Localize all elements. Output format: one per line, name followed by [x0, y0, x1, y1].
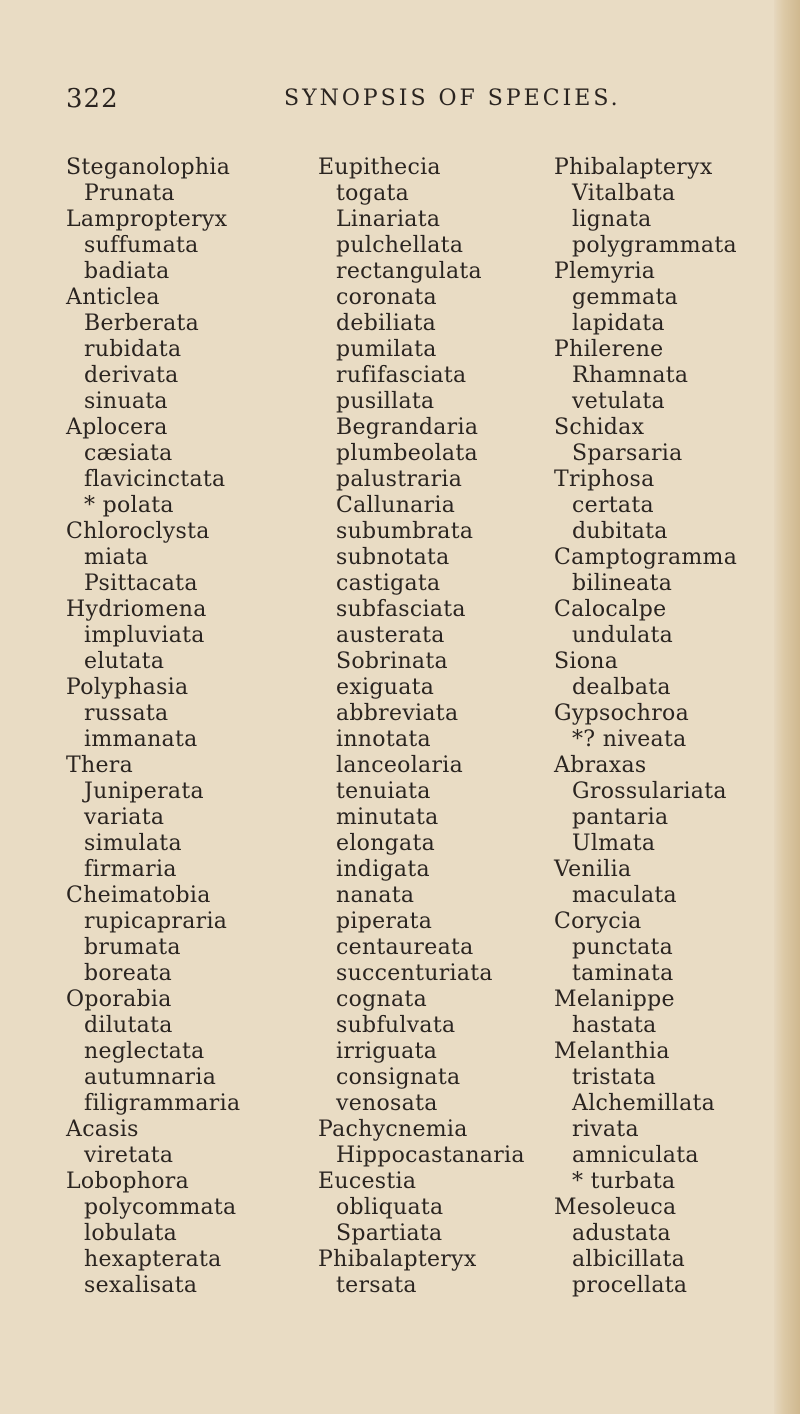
genus-name: Chloroclysta: [66, 519, 210, 544]
genus-name: Thera: [66, 753, 133, 778]
species-name: pusillata: [336, 389, 435, 414]
species-name: coronata: [336, 285, 437, 310]
species-name: brumata: [84, 935, 181, 960]
genus-name: Pachycnemia: [318, 1117, 468, 1142]
genus-name: Melanippe: [554, 987, 675, 1012]
genus-name: Phibalapteryx: [554, 155, 713, 180]
species-name: Linariata: [336, 207, 441, 232]
species-name: adustata: [572, 1221, 671, 1246]
species-name: nanata: [336, 883, 415, 908]
species-name: elutata: [84, 649, 165, 674]
genus-name: Mesoleuca: [554, 1195, 677, 1220]
species-column-3: [554, 155, 800, 1299]
genus-name: Melanthia: [554, 1039, 670, 1064]
species-name: Vitalbata: [572, 181, 676, 206]
species-name: taminata: [572, 961, 674, 986]
species-name: boreata: [84, 961, 173, 986]
species-name: Berberata: [84, 311, 200, 336]
species-name: subfulvata: [336, 1013, 456, 1038]
species-name: badiata: [84, 259, 170, 284]
species-name: indigata: [336, 857, 430, 882]
species-name: Alchemillata: [572, 1091, 716, 1116]
species-name: firmaria: [84, 857, 177, 882]
species-name: subnotata: [336, 545, 450, 570]
species-name: hastata: [572, 1013, 657, 1038]
species-name: russata: [84, 701, 169, 726]
species-name: centaureata: [336, 935, 474, 960]
species-name: * turbata: [572, 1169, 676, 1194]
species-name: flavicinctata: [84, 467, 226, 492]
species-name: variata: [84, 805, 165, 830]
genus-name: Anticlea: [66, 285, 160, 310]
species-name: amniculata: [572, 1143, 699, 1168]
genus-name: Aplocera: [66, 415, 168, 440]
species-name: lapidata: [572, 311, 665, 336]
species-name: dilutata: [84, 1013, 173, 1038]
species-name: sinuata: [84, 389, 168, 414]
species-name: neglectata: [84, 1039, 205, 1064]
species-name: rivata: [572, 1117, 639, 1142]
species-name: pulchellata: [336, 233, 464, 258]
genus-name: Philerene: [554, 337, 664, 362]
species-name: dealbata: [572, 675, 671, 700]
species-name: dubitata: [572, 519, 668, 544]
species-name: autumnaria: [84, 1065, 217, 1090]
genus-name: Phibalapteryx: [318, 1247, 477, 1272]
species-name: Hippocastanaria: [336, 1143, 525, 1168]
species-name: piperata: [336, 909, 433, 934]
species-name: derivata: [84, 363, 179, 388]
species-name: Callunaria: [336, 493, 456, 518]
running-head: SYNOPSIS OF SPECIES.: [284, 86, 621, 111]
species-name: pumilata: [336, 337, 437, 362]
species-name: Psittacata: [84, 571, 198, 596]
genus-name: Camptogramma: [554, 545, 738, 570]
species-name: abbreviata: [336, 701, 459, 726]
species-name: gemmata: [572, 285, 678, 310]
genus-name: Abraxas: [554, 753, 647, 778]
species-name: rufifasciata: [336, 363, 467, 388]
species-name: vetulata: [572, 389, 665, 414]
genus-name: Cheimatobia: [66, 883, 211, 908]
genus-name: Corycia: [554, 909, 642, 934]
species-name: rupicapraria: [84, 909, 228, 934]
genus-name: Siona: [554, 649, 619, 674]
species-name: lobulata: [84, 1221, 178, 1246]
genus-name: Calocalpe: [554, 597, 667, 622]
species-name: certata: [572, 493, 654, 518]
species-name: rectangulata: [336, 259, 482, 284]
genus-name: Schidax: [554, 415, 645, 440]
species-name: lanceolaria: [336, 753, 464, 778]
species-name: Spartiata: [336, 1221, 443, 1246]
species-name: castigata: [336, 571, 441, 596]
genus-name: Hydriomena: [66, 597, 207, 622]
genus-name: Lampropteryx: [66, 207, 228, 232]
species-name: palustraria: [336, 467, 463, 492]
species-name: togata: [336, 181, 410, 206]
species-name: plumbeolata: [336, 441, 478, 466]
species-name: hexapterata: [84, 1247, 222, 1272]
species-name: * polata: [84, 493, 174, 518]
species-name: simulata: [84, 831, 182, 856]
species-name: tristata: [572, 1065, 656, 1090]
species-name: Juniperata: [84, 779, 204, 804]
species-name: subfasciata: [336, 597, 466, 622]
species-name: immanata: [84, 727, 198, 752]
species-name: lignata: [572, 207, 652, 232]
species-name: succenturiata: [336, 961, 493, 986]
species-name: Prunata: [84, 181, 175, 206]
genus-name: Triphosa: [554, 467, 655, 492]
species-name: cognata: [336, 987, 427, 1012]
species-name: bilineata: [572, 571, 673, 596]
species-name: consignata: [336, 1065, 461, 1090]
species-name: pantaria: [572, 805, 669, 830]
species-name: Sobrinata: [336, 649, 448, 674]
species-column-1: [66, 155, 316, 1299]
species-name: miata: [84, 545, 149, 570]
genus-name: Polyphasia: [66, 675, 189, 700]
species-name: viretata: [84, 1143, 174, 1168]
species-name: sexalisata: [84, 1273, 198, 1298]
species-name: Rhamnata: [572, 363, 689, 388]
species-name: innotata: [336, 727, 431, 752]
genus-name: Gypsochroa: [554, 701, 689, 726]
species-name: tenuiata: [336, 779, 431, 804]
genus-name: Plemyria: [554, 259, 656, 284]
species-name: maculata: [572, 883, 677, 908]
species-name: subumbrata: [336, 519, 474, 544]
species-name: Ulmata: [572, 831, 656, 856]
genus-name: Oporabia: [66, 987, 172, 1012]
species-name: obliquata: [336, 1195, 444, 1220]
genus-name: Eupithecia: [318, 155, 441, 180]
species-name: Grossulariata: [572, 779, 727, 804]
genus-name: Steganolophia: [66, 155, 231, 180]
species-name: polygrammata: [572, 233, 737, 258]
species-name: impluviata: [84, 623, 205, 648]
species-column-2: [318, 155, 568, 1299]
species-name: albicillata: [572, 1247, 686, 1272]
species-name: irriguata: [336, 1039, 438, 1064]
species-name: *? niveata: [572, 727, 687, 752]
species-name: elongata: [336, 831, 436, 856]
species-name: Sparsaria: [572, 441, 683, 466]
species-name: procellata: [572, 1273, 688, 1298]
species-name: punctata: [572, 935, 674, 960]
genus-name: Eucestia: [318, 1169, 417, 1194]
species-name: debiliata: [336, 311, 437, 336]
genus-name: Venilia: [554, 857, 632, 882]
genus-name: Lobophora: [66, 1169, 190, 1194]
species-name: austerata: [336, 623, 445, 648]
species-name: undulata: [572, 623, 674, 648]
species-name: tersata: [336, 1273, 417, 1298]
genus-name: Acasis: [66, 1117, 139, 1142]
page-number: 322: [66, 84, 119, 114]
species-name: filigrammaria: [84, 1091, 241, 1116]
species-name: exiguata: [336, 675, 435, 700]
species-name: polycommata: [84, 1195, 237, 1220]
species-name: venosata: [336, 1091, 438, 1116]
species-name: rubidata: [84, 337, 182, 362]
species-name: cæsiata: [84, 441, 173, 466]
species-name: Begrandaria: [336, 415, 479, 440]
species-name: minutata: [336, 805, 439, 830]
species-name: suffumata: [84, 233, 199, 258]
